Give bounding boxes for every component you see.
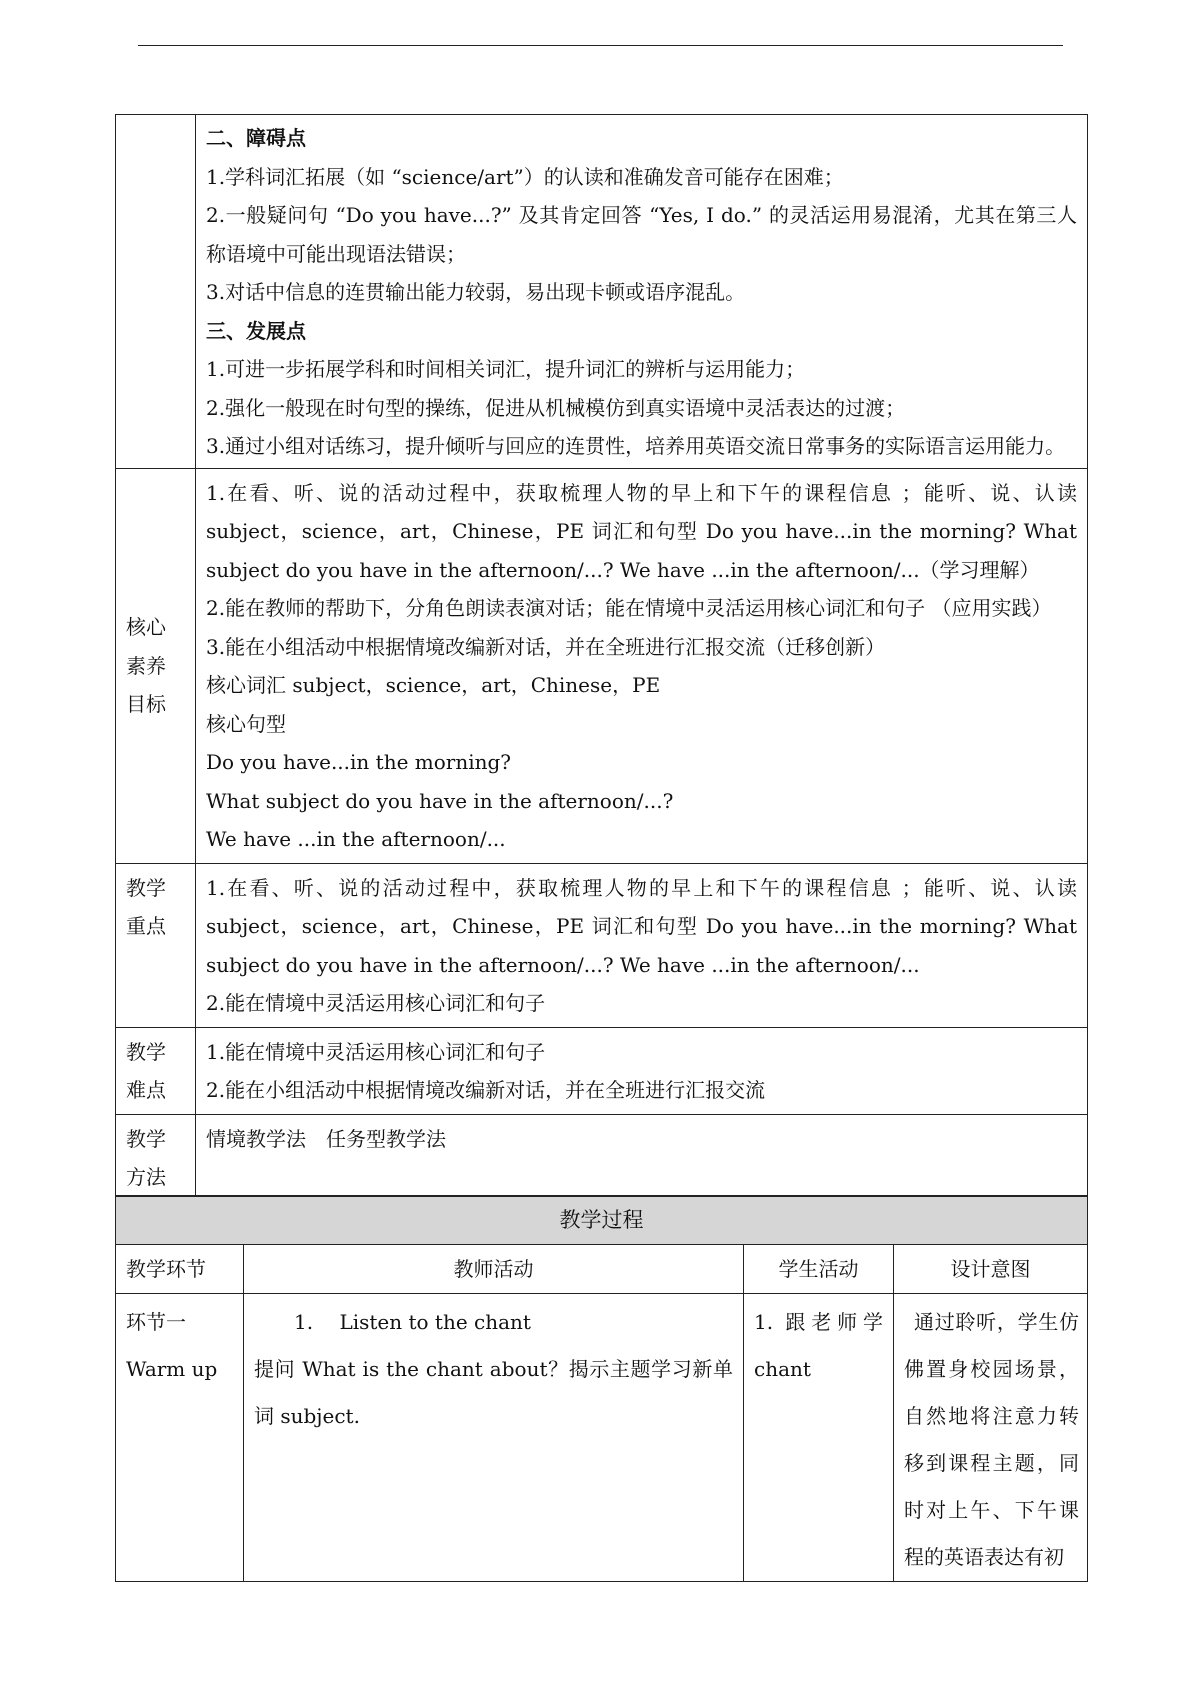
lesson-plan-table <box>115 114 1088 1202</box>
difficulty-item: 2.能在小组活动中根据情境改编新对话，并在全班进行汇报交流 <box>206 1078 766 1102</box>
teacher-activity-step: 1. Listen to the chant <box>294 1310 531 1334</box>
core-goals-row <box>116 468 1088 863</box>
teaching-process-table <box>115 1195 1088 1582</box>
obstacle-item: 2.一般疑问句 “Do you have...?” 及其肯定回答 “Yes, I do.” 的灵活运用易混淆，尤其在第三人称语境中可能出现语法错误； <box>206 203 1077 266</box>
key-point-item: 1.在看、听、说的活动过程中，获取梳理人物的早上和下午的课程信息 ；能听、说、认读 subject，science，art，Chinese，PE 词汇和句型 Do you have...in the morning? What subject do you have in the afternoon/...? We have ...in the afternoon/... <box>206 875 1077 977</box>
column-header-teacher: 教师活动 <box>244 1245 744 1294</box>
core-vocabulary: 核心词汇 subject，science，art，Chinese，PE <box>206 673 661 697</box>
key-point-item: 2.能在情境中灵活运用核心词汇和句子 <box>206 991 546 1015</box>
development-item: 3.通过小组对话练习，提升倾听与回应的连贯性，培养用英语交流日常事务的实际语言运用能力。 <box>206 434 1066 458</box>
key-points-label: 教学 重点 <box>116 863 196 1027</box>
process-header-row <box>116 1245 1088 1294</box>
analysis-content-cell <box>196 115 1088 469</box>
process-title-row <box>116 1196 1088 1245</box>
difficulty-item: 1.能在情境中灵活运用核心词汇和句子 <box>206 1039 546 1064</box>
core-goals-content <box>196 468 1088 863</box>
key-points-content <box>196 863 1088 1027</box>
process-title: 教学过程 <box>116 1196 1088 1245</box>
teacher-activity-text: 提问 What is the chant about？揭示主题学习新单词 subject. <box>254 1357 733 1428</box>
process-row <box>116 1294 1088 1582</box>
development-item: 2.强化一般现在时句型的操练，促进从机械模仿到真实语境中灵活表达的过渡； <box>206 395 906 420</box>
methods-content <box>196 1114 1088 1201</box>
core-sentences-heading: 核心句型 <box>206 711 286 736</box>
obstacle-item: 3.对话中信息的连贯输出能力较弱，易出现卡顿或语序混乱。 <box>206 280 746 304</box>
column-header-student: 学生活动 <box>744 1245 894 1294</box>
core-goal-item: 1.在看、听、说的活动过程中，获取梳理人物的早上和下午的课程信息 ；能听、说、认读 subject，science，art，Chinese，PE 词汇和句型 Do you have...in the morning? What subject do you have in the afternoon/...? We have ...in the afternoon/...（学习理解） <box>206 480 1077 582</box>
teacher-activity-cell <box>244 1294 744 1582</box>
development-heading: 三、发展点 <box>206 318 306 343</box>
column-header-intent: 设计意图 <box>894 1245 1088 1294</box>
stage-subtitle: Warm up <box>126 1357 218 1381</box>
obstacles-heading: 二、障碍点 <box>206 126 306 150</box>
stage-cell <box>116 1294 244 1582</box>
analysis-label-cell <box>116 115 196 469</box>
header-rule <box>138 45 1063 46</box>
methods-text: 情境教学法 任务型教学法 <box>206 1126 446 1151</box>
core-sentence: Do you have...in the morning? <box>206 750 512 774</box>
design-intent-cell <box>894 1294 1088 1582</box>
methods-label: 教学 方法 <box>116 1114 196 1201</box>
stage-name: 环节一 <box>126 1310 186 1334</box>
core-goal-item: 3.能在小组活动中根据情境改编新对话，并在全班进行汇报交流（迁移创新） <box>206 634 886 659</box>
core-goal-item: 2.能在教师的帮助下，分角色朗读表演对话；能在情境中灵活运用核心词汇和句子 （应用实践） <box>206 596 1052 620</box>
core-sentence: We have ...in the afternoon/... <box>206 827 506 851</box>
methods-row <box>116 1114 1088 1201</box>
core-sentence: What subject do you have in the afternoon/...? <box>206 788 674 813</box>
student-activity-text: 1. 跟老师学 chant <box>754 1310 883 1381</box>
core-goals-label: 核心 素养 目标 <box>116 468 196 863</box>
obstacle-item: 1.学科词汇拓展（如 “science/art”）的认读和准确发音可能存在困难； <box>206 164 844 189</box>
difficulties-label: 教学 难点 <box>116 1027 196 1114</box>
analysis-row <box>116 115 1088 469</box>
key-points-row <box>116 863 1088 1027</box>
design-intent-text: 通过聆听，学生仿佛置身校园场景，自然地将注意力转移到课程主题，同时对上午、下午课程的英语表达有初 <box>904 1310 1079 1569</box>
difficulties-row <box>116 1027 1088 1114</box>
difficulties-content <box>196 1027 1088 1114</box>
development-item: 1.可进一步拓展学科和时间相关词汇，提升词汇的辨析与运用能力； <box>206 357 806 381</box>
column-header-stage: 教学环节 <box>116 1245 244 1294</box>
student-activity-cell <box>744 1294 894 1582</box>
